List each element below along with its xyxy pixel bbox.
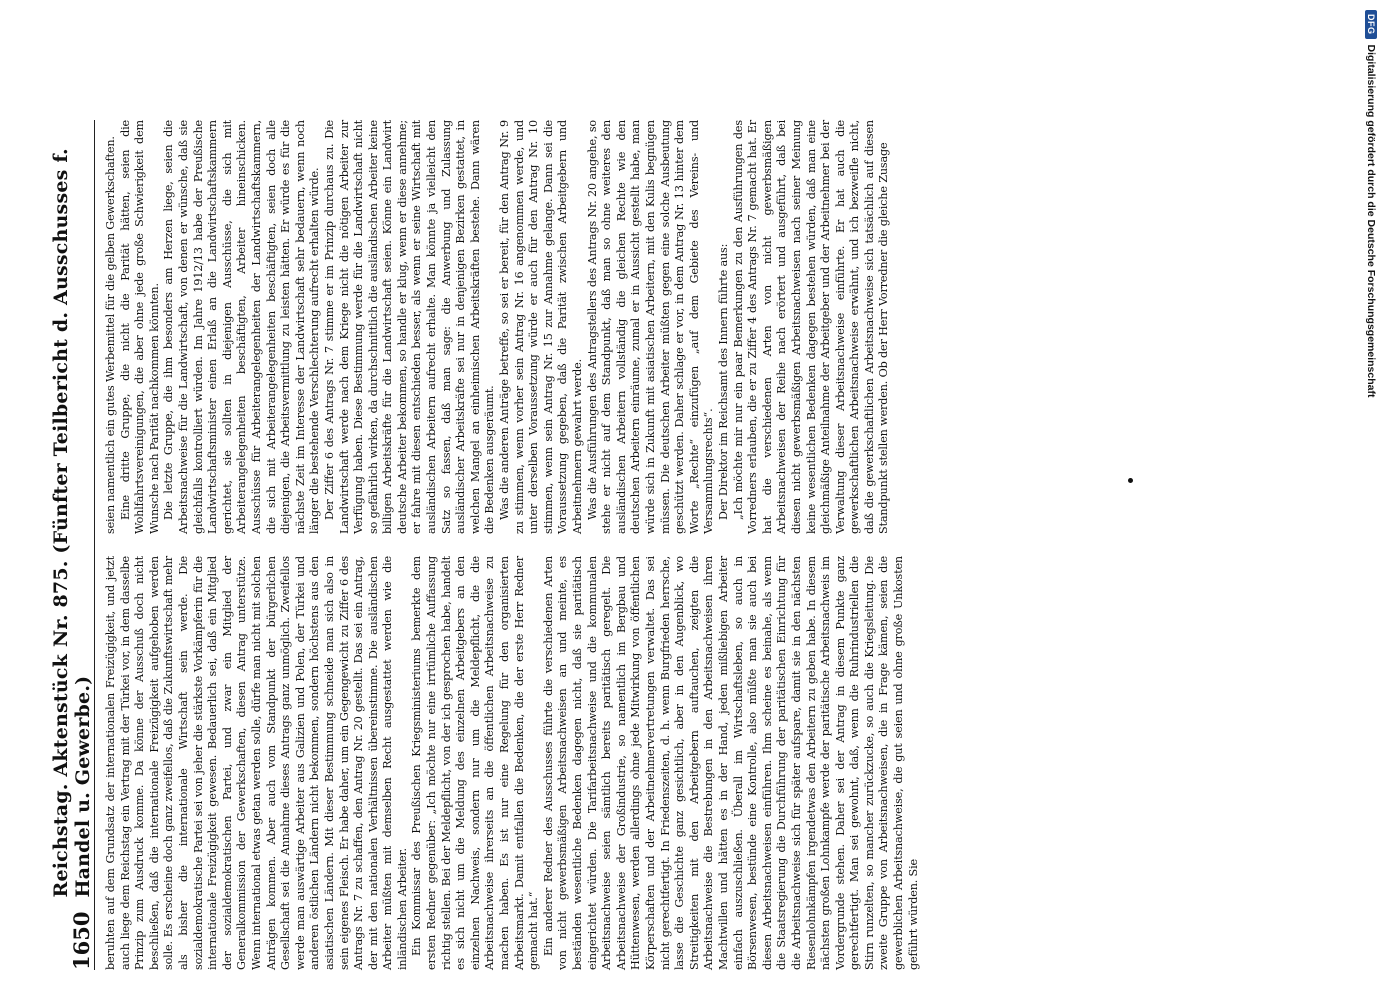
paragraph: „Ich möchte mir nur ein paar Bemerkungen zu den Ausführungen des Vorredners erlauben, die er zu Ziffer 4 des Antrags Nr. 7 gemacht hat. Er hat die verschiedenen Arten von nicht gewerbsmäßigen Arbeitsnachweisen der Reihe nach erörtert und ausgeführt, daß bei diesen nicht gewerbsmäßigen Arbeitsnachweisen nach seiner Meinung keine wesentlichen Bedenken dagegen bestehen würden, daß man eine gleichmäßige Anteilnahme der Arbeitgeber und der Arbeitnehmer bei der Verwaltung dieser Arbeitsnachweise einführte. Er hat auch die gewerkschaftlichen Arbeitsnachweise erwähnt, und ich bezweifle nicht, daß die gewerkschaftlichen Arbeitsnachweise sich tatsächlich auf diesen Standpunkt stellen werden. Ob der Herr Vorredner die gleiche Zusage <box>731 120 891 534</box>
document-page <box>50 120 1340 970</box>
paragraph: Ein Kommissar des Preußischen Kriegsministeriums bemerkte dem ersten Redner gegenüber: „Ich möchte nur eine irrtümliche Auffassung richtig stellen. Bei der Meldepflicht, von der ich gesprochen habe, handelt es sich nicht um die Meldung des einzelnen Arbeitgebers an den einzelnen Nachweis, sondern nur um die Meldepflicht, die die Arbeitsnachweise ihrerseits an die öffentlichen Arbeitsnachweise zu machen haben. Es ist nur eine Regelung für den organisierten Arbeitsmarkt. Damit entfallen die Bedenken, die der erste Herr Redner gemacht hat.“ <box>410 556 541 970</box>
paragraph: Der Ziffer 6 des Antrags Nr. 7 stimme er im Prinzip durchaus zu. Die Landwirtschaft werde nach dem Kriege nicht die nötigen Arbeiter zur Verfügung haben. Diese Bestimmung werde für die Landwirtschaft nicht so gefährlich wirken, da durchschnittlich die ausländischen Arbeiter keine billigen Arbeitskräfte für die Landwirtschaft seien. Könne ein Landwirt deutsche Arbeiter bekommen, so handle er klug, wenn er diese annehme; er fahre mit diesen entschieden besser, als wenn er seine Wirtschaft mit ausländischen Arbeitern aufrecht erhalte. Man könnte ja vielleicht den Satz so fassen, daß man sage: die Anwerbung und Zulassung ausländischer Arbeitskräfte sei nur in denjenigen Bezirken gestattet, in welchen Mangel an einheimischen Arbeitskräften bestehe. Dann wären die Bedenken ausgeräumt. <box>322 120 497 534</box>
paragraph: Ein anderer Redner des Ausschusses führte die verschiedenen Arten von nicht gewerbsmäßigen Arbeitsnachweisen an und meinte, es beständen wesentliche Bedenken dagegen nicht, daß sie paritätisch eingerichtet würden. Die Tarifarbeitsnachweise und die kommunalen Arbeitsnachweise seien sämtlich bereits paritätisch geregelt. Die Arbeitsnachweise der Großindustrie, so namentlich im Bergbau und Hüttenwesen, werden allerdings ohne jede Mitwirkung von öffentlichen Körperschaften und der Arbeitnehmervertretungen verwaltet. Das sei nicht gerechtfertigt. In Friedenszeiten, d. h. wenn Burgfrieden herrsche, lasse die Geschichte ganz gesichtlich, aber in den Augenblick, wo Streitigkeiten mit den Arbeitgebern auftauchen, zeigten die Arbeitsnachweise die Bestrebungen in den Arbeitsnachweisen ihren Machtwillen und hätten es in der Hand, jeden mißliebigen Arbeiter einfach auszuschließen. Überall im Wirtschaftsleben, so auch in Börsenwesen, bestünde eine Kontrolle, also müßte man sie auch bei diesen Arbeitsnachweisen einführen. Ihm scheine es beinahe, als wenn die Staatsregierung die Durchführung der paritätischen Einrichtung für die Arbeitsnachweise sich für später aufspare, damit sie in den nächsten Riesenlohnkämpfen irgendetwas den Arbeitern zu geben habe. In diesem nächsten großen Lohnkampfe werde der paritätische Arbeitsnachweis im Vordergrunde stehen. Daher sei der Antrag in diesem Punkte ganz gerechtfertigt. Man sei gewohnt, daß, wenn die Ruhrindustriellen die Stirn runzelten, so mancher zurückzucke, so auch die Kriegsleitung. Die zweite Gruppe von Arbeitsnachweisen, die in Frage kämen, seien die gewerblichen Arbeitsnachweise, die gut seien und ohne große Unkosten geführt würden. Sie <box>541 556 920 970</box>
paragraph: Der Direktor im Reichsamt des Innern führte aus: <box>716 243 730 520</box>
running-title: Reichstag. Aktenstück Nr. 875. (Fünfter Teilbericht d. Ausschusses f. Handel u. Gewerbe.) <box>50 148 94 898</box>
right-column <box>104 120 1334 534</box>
bullet-mark <box>1128 478 1133 483</box>
text-columns <box>104 120 1334 970</box>
paragraph: Was die anderen Anträge betreffe, so sei er bereit, für den Antrag Nr. 9 zu stimmen, wenn vorher sein Antrag Nr. 16 angenommen werde, und unter derselben Voraussetzung würde er auch für den Antrag Nr. 10 stimmen, wenn sein Antrag Nr. 15 zur Annahme gelange. Dann sei die Voraussetzung gegeben, daß die Parität zwischen Arbeitgebern und Arbeitnehmern gewahrt werde. <box>498 120 584 534</box>
dfg-logo: DFG <box>1365 10 1377 39</box>
paragraph: seien namentlich ein gutes Werbemittel für die gelben Gewerkschaften. <box>104 136 117 534</box>
watermark-text: Digitalisierung gefördert durch die Deutsche Forschungsgemeinschaft <box>1365 44 1377 398</box>
digitization-watermark <box>1361 10 1381 970</box>
paragraph: Was die Ausführungen des Antragstellers des Antrags Nr. 20 angehe, so stehe er nicht auf dem Standpunkt, daß man so ohne weiteres den ausländischen Arbeitern vollständig die gleichen Rechte wie den deutschen Arbeitern einräume, zumal er in Aussicht gestellt habe, man würde sich in Zukunft mit asiatischen Arbeitern, mit den Kulis begnügen müssen. Die deutschen Arbeiter müßten gegen eine solche Ausbeutung geschützt werden. Daher schlage er vor, in dem Antrag Nr. 13 hinter dem Worte „Rechte“ einzufügen „auf dem Gebiete des Vereins- und Versammlungsrechts“. <box>585 120 716 534</box>
paragraph: beruhten auf dem Grundsatz der internationalen Freizügigkeit, und jetzt auch liege dem Reichstag ein Vertrag mit der Türkei vor, in dem dasselbe Prinzip zum Ausdruck komme. Da könne der Ausschuß doch nicht beschließen, daß die internationale Freizügigkeit aufgehoben werden solle. Es erscheine doch ganz zweifellos, daß die Zukunftswirtschaft mehr als bisher die internationale Wirtschaft sein werde. Die sozialdemokratische Partei sei von jeher die stärkste Vorkämpferin für die internationale Freizügigkeit gewesen. Bedauerlich sei, daß ein Mitglied der sozialdemokratischen Partei, und zwar ein Mitglied der Generalkommission der Gewerkschaften, diesen Antrag unterstütze. Wenn international etwas getan werden solle, dürfe man nicht mit solchen Anträgen kommen. Aber auch vom Standpunkt der bürgerlichen Gesellschaft sei die Annahme dieses Antrags ganz unmöglich. Zweifellos werde man auswärtige Arbeiter aus Galizien und Polen, der Türkei und anderen östlichen Ländern nicht bekommen, sondern höchstens aus den asiatischen Ländern. Mit dieser Bestimmung schneide man sich also in sein eigenes Fleisch. Er habe daher, um ein Gegengewicht zu Ziffer 6 des Antrags Nr. 7 zu schaffen, den Antrag Nr. 20 gestellt. Das sei ein Antrag, der mit den nationalen Verhältnissen übereinstimme. Die ausländischen Arbeiter müßten mit demselben Recht ausgestattet werden wie die inländischen Arbeiter. <box>104 556 409 970</box>
left-column <box>104 556 1334 970</box>
paragraph: Eine dritte Gruppe, die nicht die Parität hätten, seien die Wohlfahrtsvereinigungen, die aber ohne jede große Schwierigkeit dem Wunsche nach Parität nachkommen könnten. <box>118 120 161 534</box>
page-number: 1650 <box>69 911 94 970</box>
page-header <box>50 120 95 970</box>
paragraph: Die letzte Gruppe, die ihm besonders am Herzen liege, seien die Arbeitsnachweise für die Landwirtschaft, von denen er wünsche, daß sie gleichfalls kontrolliert würden. Im Jahre 1912/13 habe der Preußische Landwirtschaftsminister einen Erlaß an die Landwirtschaftskammern gerichtet, sie sollten in diejenigen Ausschüsse, die sich mit Arbeiterangelegenheiten beschäftigten, Arbeiter hineinschicken. Ausschüsse für Arbeiterangelegenheiten der Landwirtschaftskammern, die sich mit Arbeiterangelegenheiten beschäftigten, seien doch alle diejenigen, die Arbeitsvermittlung zu leisten hätten. Er würde es für die nächste Zeit im Interesse der Landwirtschaft sehr bedauern, wenn noch länger die bestehende Verschlechterung aufrecht erhalten würde. <box>162 120 322 534</box>
